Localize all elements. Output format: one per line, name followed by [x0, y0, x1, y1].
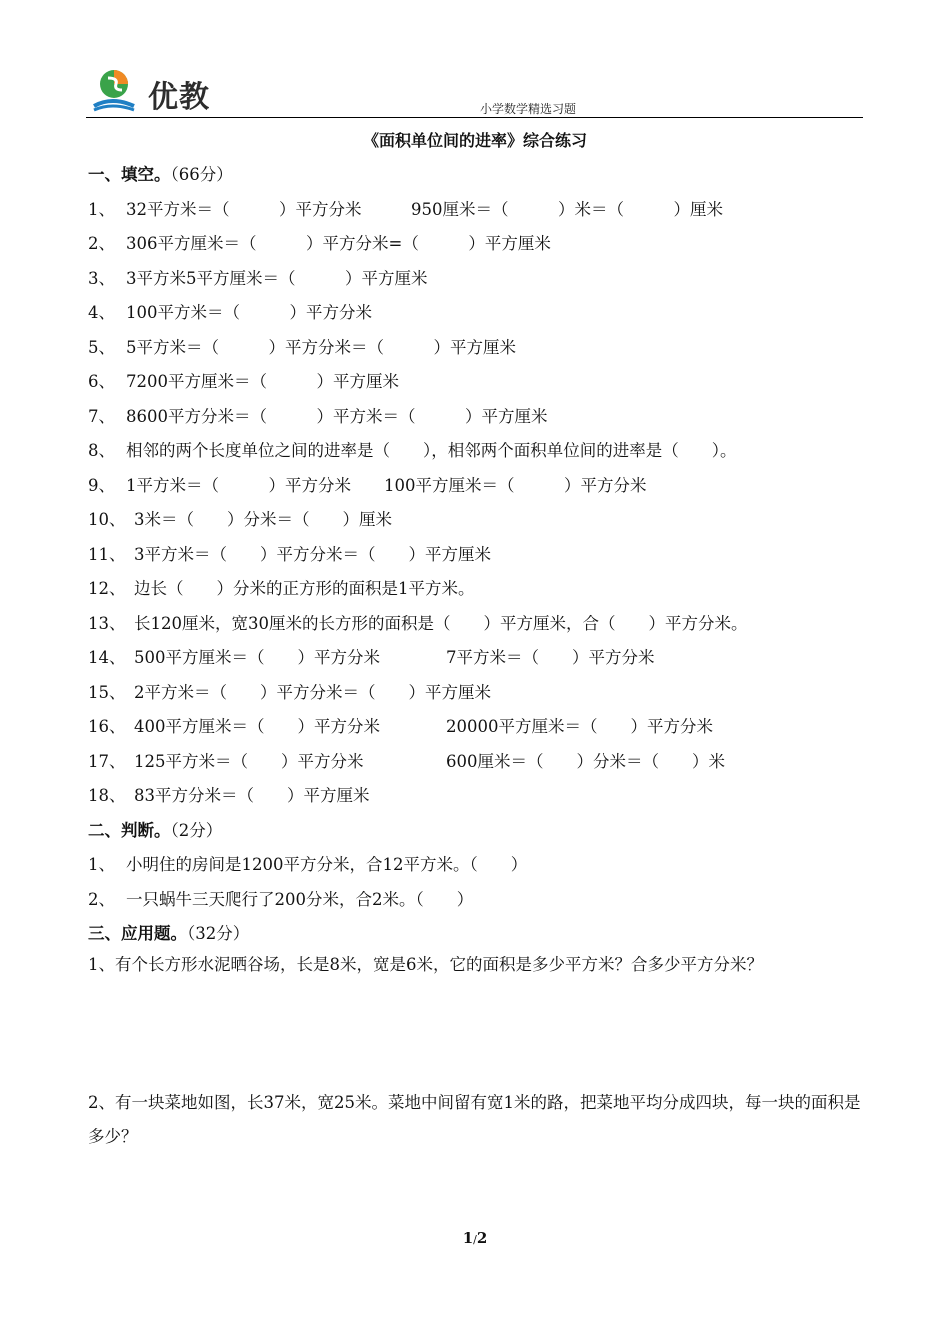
item-text: 306平方厘米＝（ ）平方分米=（ ）平方厘米	[126, 234, 551, 253]
section-heading-fill-in	[88, 161, 233, 185]
header-subtitle: 小学数学精选习题	[480, 102, 577, 116]
section-heading-text: 二、判断。	[88, 821, 171, 840]
item-text: 长120厘米，宽30厘米的长方形的面积是（ ）平方厘米，合（ ）平方分米。	[134, 614, 748, 633]
list-item	[88, 368, 399, 392]
item-number: 16、	[88, 717, 126, 736]
item-number: 8、	[88, 441, 115, 460]
item-number: 15、	[88, 683, 126, 702]
page-number	[0, 1229, 950, 1247]
list-item	[88, 782, 370, 806]
item-number: 3、	[88, 269, 115, 288]
item-number: 17、	[88, 752, 126, 771]
list-item	[88, 644, 655, 668]
item-number: 10、	[88, 510, 126, 529]
page-separator: /	[473, 1233, 477, 1246]
item-number: 1、	[88, 855, 115, 874]
page-title: 《面积单位间的进率》综合练习	[362, 131, 587, 150]
word-problem-2: 2、有一块菜地如图，长37米，宽25米。菜地中间留有宽1米的路，把菜地平均分成四块，每一块的面积是多少？	[88, 1093, 861, 1146]
list-item	[88, 748, 725, 772]
item-text: 7200平方厘米＝（ ）平方厘米	[126, 372, 399, 391]
list-item	[88, 437, 737, 461]
item-text: 83平方分米＝（ ）平方厘米	[134, 786, 370, 805]
list-item	[88, 851, 527, 875]
item-number: 18、	[88, 786, 126, 805]
item-text: 3平方米＝（ ）平方分米＝（ ）平方厘米	[134, 545, 491, 564]
item-text: 5平方米＝（ ）平方分米＝（ ）平方厘米	[126, 338, 516, 357]
section-heading-judge	[88, 817, 222, 841]
section-heading-text: 三、应用题。	[88, 924, 187, 943]
item-text: 3平方米5平方厘米＝（ ）平方厘米	[126, 269, 428, 288]
list-item	[88, 886, 473, 910]
item-text: 500平方厘米＝（ ）平方分米 7平方米＝（ ）平方分米	[134, 648, 655, 667]
list-item	[88, 679, 491, 703]
section-heading-word-problems	[88, 920, 249, 944]
item-text: 100平方米＝（ ）平方分米	[126, 303, 372, 322]
list-item	[88, 334, 516, 358]
page-total: 2	[476, 1229, 488, 1247]
item-text: 小明住的房间是1200平方分米，合12平方米。（ ）	[126, 855, 528, 874]
item-text: 一只蜗牛三天爬行了200分米，合2米。（ ）	[126, 890, 474, 909]
list-item	[88, 472, 647, 496]
item-number: 4、	[88, 303, 115, 322]
list-item	[88, 196, 723, 220]
list-item	[88, 299, 372, 323]
item-text: 8600平方分米＝（ ）平方米＝（ ）平方厘米	[126, 407, 548, 426]
item-number: 2、	[88, 234, 115, 253]
item-number: 2、	[88, 890, 115, 909]
list-item	[88, 610, 748, 634]
item-number: 9、	[88, 476, 115, 495]
item-number: 5、	[88, 338, 115, 357]
item-text: 3米＝（ ）分米＝（ ）厘米	[134, 510, 392, 529]
logo-text: 优教	[148, 80, 210, 115]
item-number: 14、	[88, 648, 126, 667]
item-text: 相邻的两个长度单位之间的进率是（ ），相邻两个面积单位间的进率是（ ）。	[126, 441, 737, 460]
item-number: 6、	[88, 372, 115, 391]
item-number: 11、	[88, 545, 126, 564]
item-text: 2平方米＝（ ）平方分米＝（ ）平方厘米	[134, 683, 491, 702]
page-current: 1	[462, 1229, 474, 1247]
section-points: （66分）	[170, 165, 233, 184]
item-text: 边长（ ）分米的正方形的面积是1平方米。	[134, 579, 475, 598]
list-item	[88, 541, 491, 565]
header-divider	[86, 117, 863, 118]
list-item	[88, 713, 713, 737]
list-item	[88, 230, 551, 254]
item-text: 125平方米＝（ ）平方分米 600厘米＝（ ）分米＝（ ）米	[134, 752, 725, 771]
list-item	[88, 403, 548, 427]
list-item	[88, 575, 475, 599]
item-number: 13、	[88, 614, 126, 633]
section-points: （2分）	[170, 821, 223, 840]
item-number: 12、	[88, 579, 126, 598]
list-item	[88, 265, 428, 289]
list-item	[88, 506, 392, 530]
section-points: （32分）	[187, 924, 250, 943]
item-number: 1、	[88, 200, 115, 219]
item-number: 7、	[88, 407, 115, 426]
section-heading-text: 一、填空。	[88, 165, 171, 184]
item-text: 400平方厘米＝（ ）平方分米 20000平方厘米＝（ ）平方分米	[134, 717, 713, 736]
item-text: 32平方米＝（ ）平方分米 950厘米＝（ ）米＝（ ）厘米	[126, 200, 723, 219]
word-problem-1: 1、有个长方形水泥晒谷场，长是8米，宽是6米，它的面积是多少平方米？合多少平方分米？	[88, 955, 763, 974]
item-text: 1平方米＝（ ）平方分米 100平方厘米＝（ ）平方分米	[126, 476, 647, 495]
